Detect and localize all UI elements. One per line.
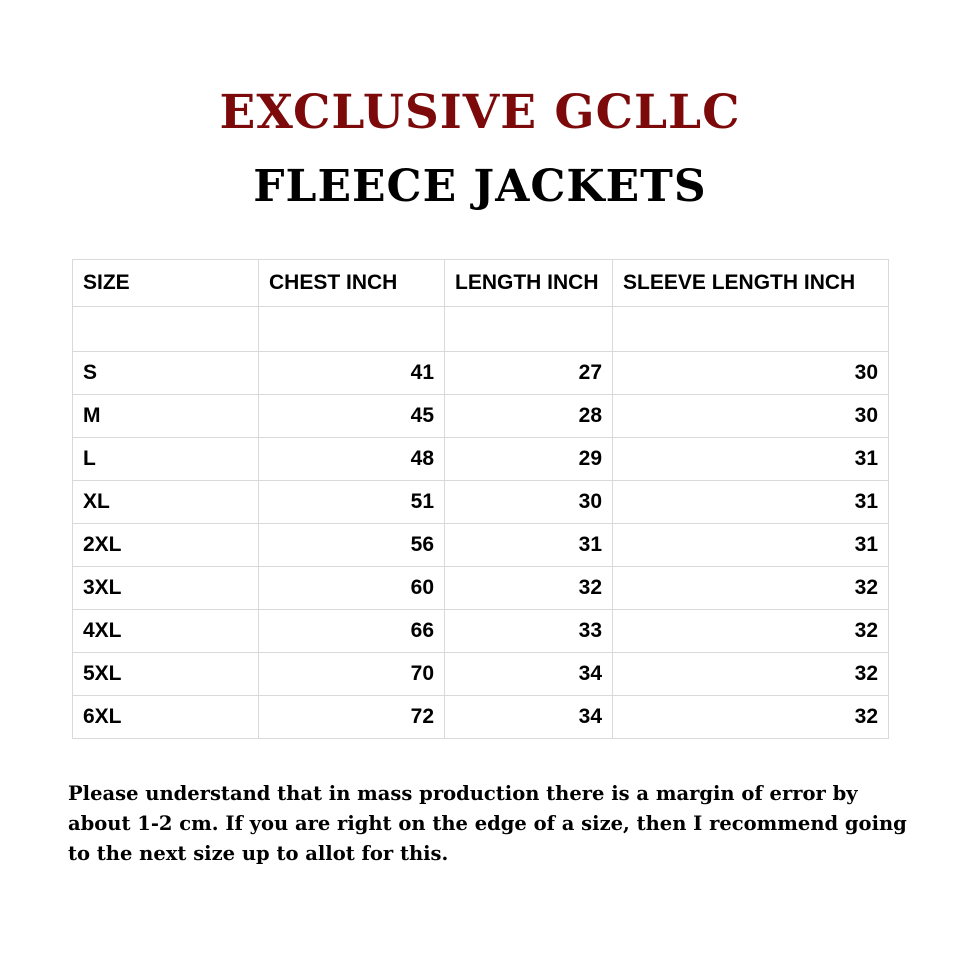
disclaimer-note: Please understand that in mass production there is a margin of error by about 1-2 cm. If you are right on the edge of a size, then I recommend going to the next size up to allot for this.: [68, 781, 907, 866]
page-title: EXCLUSIVE GCLLC: [219, 85, 741, 140]
cell-length: 30: [445, 480, 613, 523]
cell-size: M: [73, 394, 259, 437]
cell-length: 31: [445, 523, 613, 566]
column-header-length: LENGTH INCH: [445, 259, 613, 306]
cell-size: 5XL: [73, 652, 259, 695]
cell-size: 6XL: [73, 695, 259, 738]
cell-chest: 56: [259, 523, 445, 566]
cell-chest: 60: [259, 566, 445, 609]
cell-size: 2XL: [73, 523, 259, 566]
table-row: [73, 437, 889, 480]
spacer-cell: [445, 306, 613, 351]
cell-sleeve: 32: [613, 652, 889, 695]
table-row: [73, 351, 889, 394]
table-body: [73, 306, 889, 738]
cell-length: 28: [445, 394, 613, 437]
cell-sleeve: 32: [613, 609, 889, 652]
cell-chest: 72: [259, 695, 445, 738]
table-spacer-row: [73, 306, 889, 351]
table-row: [73, 523, 889, 566]
cell-chest: 51: [259, 480, 445, 523]
cell-sleeve: 30: [613, 351, 889, 394]
column-header-chest: CHEST INCH: [259, 259, 445, 306]
cell-length: 27: [445, 351, 613, 394]
cell-length: 32: [445, 566, 613, 609]
cell-length: 33: [445, 609, 613, 652]
table-row: [73, 566, 889, 609]
table-header: [73, 259, 889, 306]
cell-length: 34: [445, 652, 613, 695]
cell-chest: 48: [259, 437, 445, 480]
cell-chest: 45: [259, 394, 445, 437]
table-row: [73, 695, 889, 738]
cell-chest: 66: [259, 609, 445, 652]
cell-size: 3XL: [73, 566, 259, 609]
cell-chest: 70: [259, 652, 445, 695]
cell-size: 4XL: [73, 609, 259, 652]
column-header-size: SIZE: [73, 259, 259, 306]
title-block: [0, 0, 960, 213]
cell-sleeve: 32: [613, 695, 889, 738]
cell-chest: 41: [259, 351, 445, 394]
table-row: [73, 652, 889, 695]
size-table: [72, 259, 889, 739]
cell-size: L: [73, 437, 259, 480]
cell-length: 34: [445, 695, 613, 738]
table-row: [73, 480, 889, 523]
cell-sleeve: 30: [613, 394, 889, 437]
cell-size: XL: [73, 480, 259, 523]
cell-sleeve: 31: [613, 523, 889, 566]
spacer-cell: [259, 306, 445, 351]
size-table-wrapper: [72, 259, 888, 739]
cell-sleeve: 31: [613, 437, 889, 480]
cell-sleeve: 31: [613, 480, 889, 523]
cell-size: S: [73, 351, 259, 394]
table-row: [73, 609, 889, 652]
spacer-cell: [73, 306, 259, 351]
column-header-sleeve: SLEEVE LENGTH INCH: [613, 259, 889, 306]
spacer-cell: [613, 306, 889, 351]
cell-length: 29: [445, 437, 613, 480]
table-row: [73, 394, 889, 437]
page-subtitle: FLEECE JACKETS: [253, 161, 707, 213]
table-header-row: [73, 259, 889, 306]
cell-sleeve: 32: [613, 566, 889, 609]
